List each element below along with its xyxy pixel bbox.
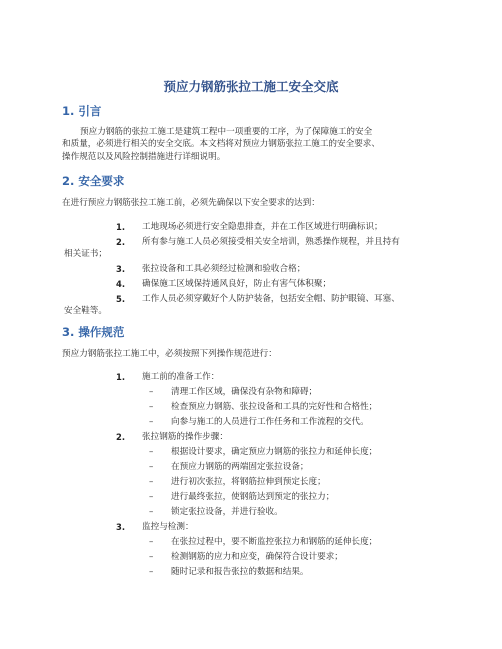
sub-item: 在张拉过程中，要不断监控张拉力和钢筋的延伸长度； <box>171 537 378 547</box>
list-number: 3. <box>116 264 126 274</box>
sub-item: 进行最终张拉，使钢筋达到预定的张拉力； <box>171 492 335 502</box>
sub-item: 向参与施工的人员进行工作任务和工作流程的交代。 <box>171 417 369 427</box>
sub-item: 清理工作区域，确保没有杂物和障碍； <box>171 387 318 397</box>
paragraph-line: 操作规范以及风险控制措施进行详细说明。 <box>62 152 226 162</box>
dash-bullet: – <box>149 537 154 547</box>
section-heading-operating-procedures: 3. 操作规范 <box>62 325 125 339</box>
sub-item: 在预应力钢筋的两端固定张拉设备； <box>171 462 309 472</box>
list-number: 3. <box>116 522 126 532</box>
dash-bullet: – <box>149 492 154 502</box>
dash-bullet: – <box>149 417 154 427</box>
list-item-text-continued: 相关证书； <box>64 249 107 259</box>
paragraph-line: 预应力钢筋的张拉工施工是建筑工程中一项重要的工序，为了保障施工的安全 <box>80 127 373 137</box>
group-label: 张拉钢筋的操作步骤： <box>142 432 228 442</box>
list-item-text: 所有参与施工人员必须接受相关安全培训，熟悉操作规程，并且持有 <box>142 237 400 247</box>
list-number: 4. <box>116 279 126 289</box>
sub-item: 锁定张拉设备，并进行验收。 <box>171 507 283 517</box>
dash-bullet: – <box>149 507 154 517</box>
section-heading-introduction: 1. 引言 <box>62 104 102 118</box>
dash-bullet: – <box>149 462 154 472</box>
sub-item: 检查预应力钢筋、张拉设备和工具的完好性和合格性； <box>171 402 378 412</box>
sub-item: 随时记录和报告张拉的数据和结果。 <box>171 567 309 577</box>
group-label: 监控与检测： <box>142 522 194 532</box>
list-number: 5. <box>116 294 126 304</box>
list-number: 1. <box>116 222 126 232</box>
list-item-text-continued: 安全鞋等。 <box>64 306 107 316</box>
list-number: 1. <box>116 372 126 382</box>
dash-bullet: – <box>149 567 154 577</box>
paragraph-line: 和质量，必须进行相关的安全交底。本文档将对预应力钢筋张拉工施工的安全要求、 <box>62 139 380 149</box>
section-intro: 预应力钢筋张拉工施工中，必须按照下列操作规范进行： <box>62 349 277 359</box>
dash-bullet: – <box>149 552 154 562</box>
dash-bullet: – <box>149 477 154 487</box>
sub-item: 检测钢筋的应力和应变，确保符合设计要求； <box>171 552 343 562</box>
list-number: 2. <box>116 237 126 247</box>
section-intro: 在进行预应力钢筋张拉工施工前，必须先确保以下安全要求的达到： <box>62 198 320 208</box>
document-title: 预应力钢筋张拉工施工安全交底 <box>163 79 339 94</box>
list-item-text: 工地现场必须进行安全隐患排查，并在工作区域进行明确标识； <box>142 222 383 232</box>
dash-bullet: – <box>149 387 154 397</box>
sub-item: 进行初次张拉，将钢筋拉伸到预定长度； <box>171 477 326 487</box>
dash-bullet: – <box>149 447 154 457</box>
list-number: 2. <box>116 432 126 442</box>
sub-item: 根据设计要求，确定预应力钢筋的张拉力和延伸长度； <box>171 447 378 457</box>
list-item-text: 确保施工区域保持通风良好，防止有害气体积聚； <box>142 279 332 289</box>
list-item-text: 张拉设备和工具必须经过检测和验收合格； <box>142 264 306 274</box>
group-label: 施工前的准备工作： <box>142 372 220 382</box>
section-heading-safety-requirements: 2. 安全要求 <box>62 174 125 188</box>
dash-bullet: – <box>149 402 154 412</box>
list-item-text: 工作人员必须穿戴好个人防护装备，包括安全帽、防护眼镜、耳塞、 <box>142 294 400 304</box>
